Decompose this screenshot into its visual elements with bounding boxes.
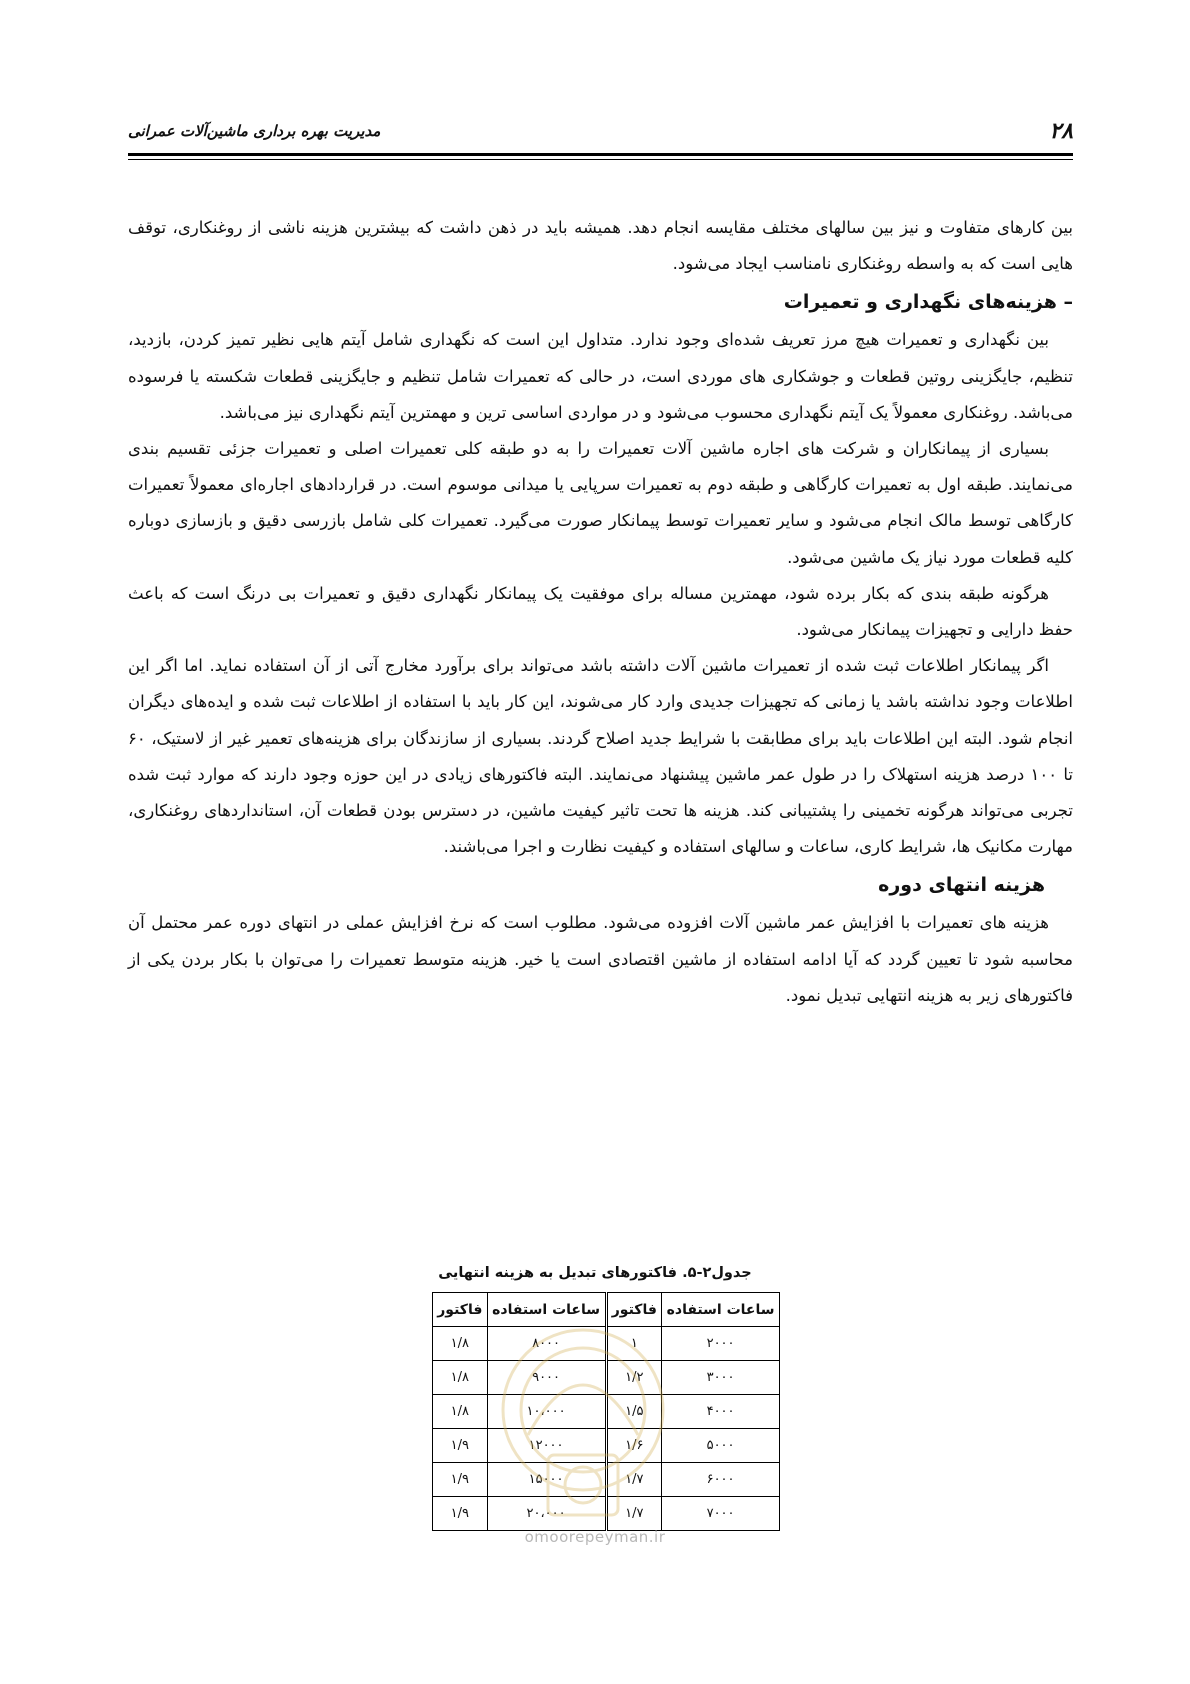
table-header-row xyxy=(433,1293,780,1327)
paragraph-1: بین کارهای متفاوت و نیز بین سالهای مختلف مقایسه انجام دهد. همیشه باید در ذهن داشت که بیشترین هزینه ناشی از روغنکاری، توقف هایی است که به واسطه روغنکاری نامناسب ایجاد می‌شود. xyxy=(128,218,1073,274)
table-cell: ۱/۹ xyxy=(433,1429,488,1463)
column-header-factor-2: فاکتور xyxy=(433,1293,488,1327)
table-cell: ۱/۸ xyxy=(433,1361,488,1395)
header-rule-thin xyxy=(128,159,1073,160)
table-cell: ۱۲۰۰۰ xyxy=(487,1429,606,1463)
column-header-factor-1: فاکتور xyxy=(606,1293,662,1327)
table-cell: ۱۰،۰۰۰ xyxy=(487,1395,606,1429)
table-cell: ۱/۲ xyxy=(606,1361,662,1395)
table-cell: ۴۰۰۰ xyxy=(662,1395,780,1429)
table-cell: ۱/۵ xyxy=(606,1395,662,1429)
table-cell: ۱/۸ xyxy=(433,1327,488,1361)
table-row xyxy=(433,1395,780,1429)
header-rule xyxy=(128,153,1073,156)
running-title: مدیریت بهره برداری ماشین‌آلات عمرانی xyxy=(128,122,381,140)
table-caption: جدول۲-۵. فاکتورهای تبدیل به هزینه انتهایی xyxy=(438,1265,752,1281)
table-cell: ۲۰۰۰ xyxy=(662,1327,780,1361)
factor-table-container xyxy=(432,1292,780,1531)
table-row xyxy=(433,1361,780,1395)
section-heading-end-cost: هزینه انتهای دوره xyxy=(878,874,1045,897)
table-row xyxy=(433,1327,780,1361)
page-header xyxy=(128,118,1073,148)
page-number: ۲۸ xyxy=(1049,118,1073,144)
paragraph-2: بین نگهداری و تعمیرات هیچ مرز تعریف شده‌ای وجود ندارد. متداول این است که نگهداری شامل آیتم هایی نظیر تمیز کردن، بازدید، تنظیم، جایگزینی روتین قطعات و جوشکاری های موردی است، در حالی که تعمیرات شامل تنظیم و جایگزینی قطعات شکسته یا فرسوده می‌باشد. روغنکاری معمولاً یک آیتم نگهداری محسوب می‌شود و در مواردی اساسی ترین و مهمترین آیتم نگهداری نیز می‌باشد. xyxy=(128,330,1073,422)
factor-table xyxy=(432,1292,780,1531)
table-cell: ۵۰۰۰ xyxy=(662,1429,780,1463)
column-header-hours-1: ساعات استفاده xyxy=(662,1293,780,1327)
table-cell: ۱ xyxy=(606,1327,662,1361)
table-cell: ۱/۹ xyxy=(433,1497,488,1531)
table-cell: ۷۰۰۰ xyxy=(662,1497,780,1531)
table-row xyxy=(433,1429,780,1463)
paragraph-4: هرگونه طبقه بندی که بکار برده شود، مهمترین مساله برای موفقیت یک پیمانکار نگهداری دقیق و تعمیرات بی درنگ است که باعث حفظ دارایی و تجهیزات پیمانکار می‌شود. xyxy=(128,583,1073,640)
table-cell: ۶۰۰۰ xyxy=(662,1463,780,1497)
body-text xyxy=(128,210,1073,1014)
paragraph-5: اگر پیمانکار اطلاعات ثبت شده از تعمیرات ماشین آلات داشته باشد می‌تواند برای برآورد مخارج آتی از آن استفاده نماید. اما اگر این اطلاعات وجود نداشته باشد یا زمانی که تجهیزات جدیدی وارد کار می‌شوند، این کار باید با استفاده از اطلاعات ثبت شده و ایده‌های دیگران انجام شود. البته این اطلاعات باید برای مطابقت با شرایط جدید اصلاح گردند. بسیاری از سازندگان برای هزینه‌های تعمیر غیر از لاستیک، ۶۰ تا ۱۰۰ درصد هزینه استهلاک را در طول عمر ماشین پیشنهاد می‌نمایند. البته فاکتورهای زیادی در این حوزه وجود دارند که موارد ثبت شده تجربی می‌تواند هرگونه تخمینی را پشتیبانی کند. هزینه ها تحت تاثیر کیفیت ماشین، در دسترس بودن قطعات آن، استانداردهای روغنکاری، مهارت مکانیک ها، شرایط کاری، ساعات و سالهای استفاده و کیفیت نظارت و اجرا می‌باشند. xyxy=(128,656,1073,857)
watermark-url: omoorepeyman.ir xyxy=(524,1528,666,1546)
table-row xyxy=(433,1463,780,1497)
table-cell: ۱/۸ xyxy=(433,1395,488,1429)
table-cell: ۸۰۰۰ xyxy=(487,1327,606,1361)
table-cell: ۱۵۰۰۰ xyxy=(487,1463,606,1497)
table-cell: ۹۰۰۰ xyxy=(487,1361,606,1395)
table-cell: ۲۰،۰۰۰ xyxy=(487,1497,606,1531)
table-cell: ۱/۷ xyxy=(606,1463,662,1497)
paragraph-3: بسیاری از پیمانکاران و شرکت های اجاره ماشین آلات تعمیرات را به دو طبقه کلی تعمیرات اصلی و تعمیرات جزئی تقسیم بندی می‌نمایند. طبقه اول به تعمیرات کارگاهی و طبقه دوم به تعمیرات سرپایی یا میدانی موسوم است. در قراردادهای اجاره‌ای معمولاً تعمیرات کارگاهی توسط مالک انجام می‌شود و سایر تعمیرات توسط پیمانکار صورت می‌گیرد. تعمیرات کلی شامل بازرسی دقیق و بازسازی دوباره کلیه قطعات مورد نیاز یک ماشین می‌شود. xyxy=(128,439,1073,567)
paragraph-6: هزینه های تعمیرات با افزایش عمر ماشین آلات افزوده می‌شود. مطلوب است که نرخ افزایش عملی در انتهای دوره عمر محتمل آن محاسبه شود تا تعیین گردد که آیا ادامه استفاده از ماشین اقتصادی است یا خیر. هزینه متوسط تعمیرات را می‌توان با بکار بردن یکی از فاکتورهای زیر به هزینه انتهایی تبدیل نمود. xyxy=(128,913,1073,1005)
table-cell: ۱/۹ xyxy=(433,1463,488,1497)
section-heading-maintenance: – هزینه‌های نگهداری و تعمیرات xyxy=(783,291,1073,314)
column-header-hours-2: ساعات استفاده xyxy=(487,1293,606,1327)
table-cell: ۱/۷ xyxy=(606,1497,662,1531)
table-cell: ۳۰۰۰ xyxy=(662,1361,780,1395)
table-row xyxy=(433,1497,780,1531)
table-cell: ۱/۶ xyxy=(606,1429,662,1463)
